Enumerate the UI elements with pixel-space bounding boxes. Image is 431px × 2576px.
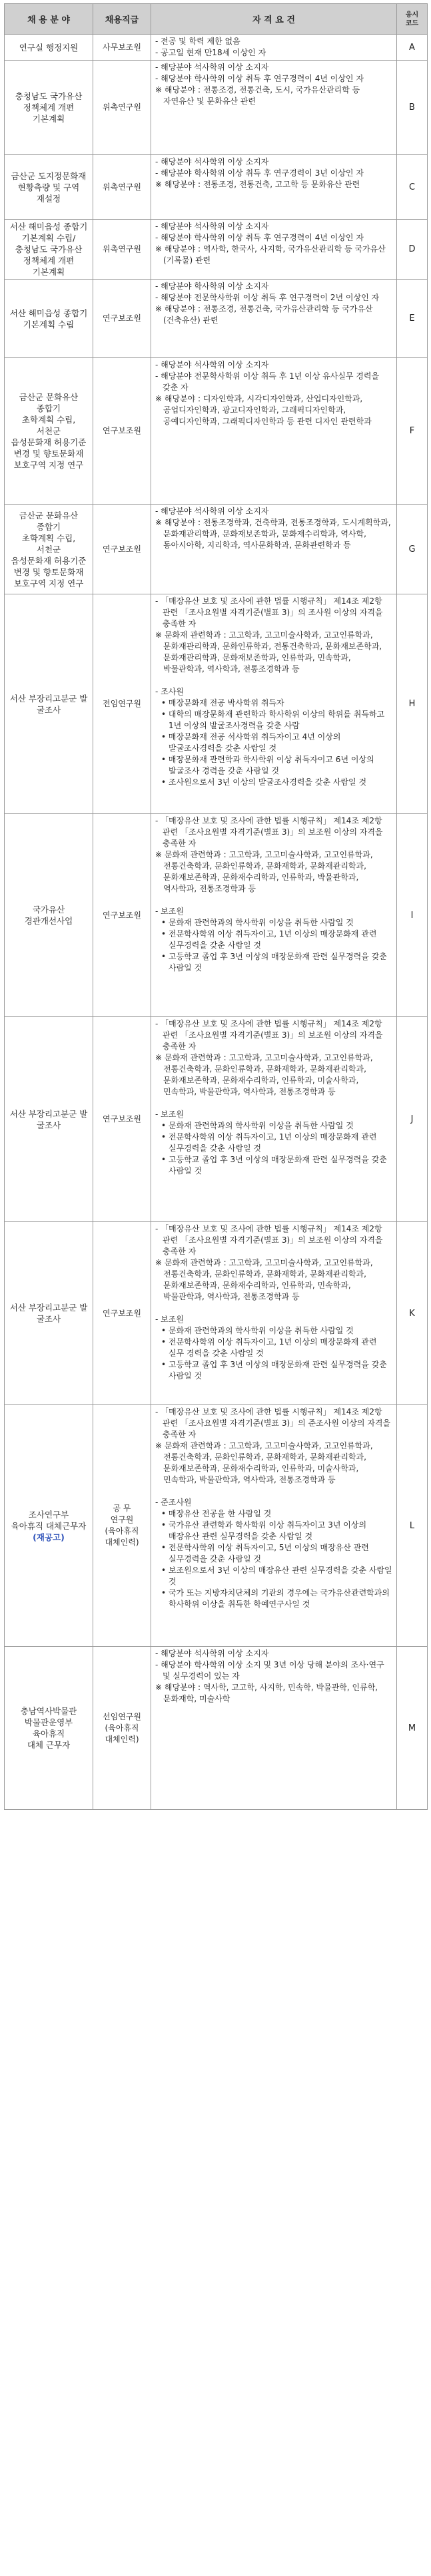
requirement-item: ※ 문화재 관련학과 : 고고학과, 고고미술사학과, 고고인류학과, 전통건축학과, 문화인류학과, 문화재학과, 문화재관리학과, 문화재보존학과, 문화재수리학과, 인류학과, 미술사학과, 민속학과, 박물관학과, 역사학과, 전통조경학과 등 (155, 1053, 373, 1096)
header-position: 채용직급 (93, 4, 151, 35)
reannouncement-note: (재공고) (33, 1532, 65, 1542)
requirement-item: - 「매장유산 보호 및 조사에 관한 법률 시행규칙」 제14조 제2항 관련 「조사요원별 자격기준(별표 3)」의 보조원 이상의 자격을 충족한 자 (155, 816, 383, 848)
field-line: 서산 부장리고분군 발 (9, 1303, 88, 1313)
requirements-cell (151, 220, 397, 280)
position-line: 선임연구원 (103, 1711, 141, 1721)
position-line: (육아휴직 (105, 1526, 139, 1536)
field-line: 금산군 문화유산 종합기 (19, 392, 79, 413)
field-line: 서산 부장리고분군 발 (9, 693, 88, 704)
code-cell: E (397, 280, 428, 358)
table-row (5, 1647, 428, 1810)
field-cell (5, 814, 93, 1017)
position-line: 공 무 (113, 1504, 131, 1513)
field-line: 연구실 행정지원 (19, 42, 79, 53)
field-line: 서산 부장리고분군 발 (9, 1108, 88, 1119)
requirements-cell (151, 1405, 397, 1647)
spacer (155, 1486, 392, 1497)
position-line: 대체인력) (105, 1538, 139, 1547)
field-line: 육아휴직 대체근무자 (11, 1520, 87, 1531)
position-cell (93, 220, 151, 280)
field-line: 서산 해미읍성 종합기 (9, 222, 88, 232)
requirement-subitem: • 전문학사학위 이상 취득자이고, 1년 이상의 매장문화재 관련 실무경력을 갖춘 사람일 것 (161, 1132, 377, 1153)
spacer (155, 675, 392, 686)
field-line: 정책체계 개편 기본계획 (23, 103, 75, 124)
table-row (5, 594, 428, 814)
requirement-subitem: • 국가유산 관련학과 학사학위 이상 취득자이고 3년 이상의 매장유산 관련 실무경력을 갖춘 사람일 것 (161, 1520, 367, 1541)
table-row (5, 505, 428, 594)
field-line: 충청남도 국가유산 (15, 244, 83, 254)
header-requirements: 자 격 요 건 (151, 4, 397, 35)
requirement-item: - 「매장유산 보호 및 조사에 관한 법률 시행규칙」 제14조 제2항 관련 「조사요원별 자격기준(별표 3)」의 조사원 이상의 자격을 충족한 자 (155, 596, 383, 628)
requirement-item: ※ 해당분야 : 전통조경, 전통건축, 국가유산관리학 등 국가유산(건축유산) 관련 (155, 304, 373, 325)
requirement-item: ※ 문화재 관련학과 : 고고학과, 고고미술사학과, 고고인류학과, 문화재관리학과, 문화인류학과, 전통건축학과, 문화재보존학과, 문화재관리학과, 문화재보존학과, 인류학과, 민속학과, 박물관학과, 역사학과, 전통조경학과 등 (155, 630, 382, 674)
field-line: 변경 및 향토문화재 (13, 449, 84, 459)
position-cell (93, 1017, 151, 1222)
field-line: 보호구역 지정 연구 (13, 460, 84, 470)
position-line: 위촉연구원 (103, 182, 141, 192)
requirements-cell (151, 35, 397, 61)
field-line: 국가유산 경관개선사업 (24, 905, 73, 926)
position-cell (93, 1405, 151, 1647)
field-cell (5, 1222, 93, 1405)
table-row (5, 1017, 428, 1222)
requirement-subitem: • 문화재 관련학과의 학사학위 이상을 취득한 사람일 것 (161, 1121, 354, 1130)
table-row (5, 358, 428, 505)
table-row (5, 1222, 428, 1405)
requirement-subitem: • 매장문화재 전공 박사학위 취득자 (161, 698, 284, 708)
requirement-item: ※ 문화재 관련학과 : 고고학과, 고고미술사학과, 고고인류학과, 전통건축학과, 문화인류학과, 문화재학과, 문화재관리학과, 문화재보존학과, 문화재수리학과, 인류학과, 박물관학과, 역사학과, 전통조경학과 등 (155, 850, 373, 893)
spacer (155, 1098, 392, 1109)
requirement-subitem: • 전문학사학위 이상 취득자이고, 1년 이상의 매장문화재 관련 실무 경력을 갖춘 사람일 것 (161, 1337, 377, 1358)
requirement-subtitle: - 보조원 (155, 907, 184, 916)
requirements-cell (151, 1017, 397, 1222)
requirement-item: - 「매장유산 보호 및 조사에 관한 법률 시행규칙」 제14조 제2항 관련 「조사요원별 자격기준(별표 3)」의 보조원 이상의 자격을 충족한 자 (155, 1224, 383, 1256)
requirement-item: - 해당분야 석사학위 이상 소지자 (155, 222, 269, 231)
field-line: 읍성문화재 허용기준 (11, 437, 87, 447)
field-cell (5, 358, 93, 505)
requirement-item: ※ 해당분야 : 전통조경학과, 건축학과, 전통조경학과, 도시계획학과, 문화재관리학과, 문화재보존학과, 문화재수리학과, 역사학, 동아시아학, 지리학과, 역사문화학과, 문화관련학과 등 (155, 518, 391, 550)
requirement-subitem: • 매장문화재 전공 석사학위 취득자이고 4년 이상의 발굴조사경력을 갖춘 사람일 것 (161, 732, 341, 753)
position-line: 전임연구원 (103, 699, 141, 708)
position-cell (93, 35, 151, 61)
field-cell (5, 220, 93, 280)
requirement-item: - 전공 및 학력 제한 없음 (155, 37, 240, 46)
requirements-cell (151, 155, 397, 220)
field-line: 충청남도 국가유산 (15, 91, 83, 101)
field-line: 초학계획 수립, 서천군 (21, 533, 76, 554)
requirement-subitem: • 대학의 매장문화재 관련학과 학사학위 이상의 학위를 취득하고 1년 이상의 발굴조사경력을 갖춘 사람 (161, 710, 385, 730)
requirement-subitem: • 문화재 관련학과의 학사학위 이상을 취득한 사람일 것 (161, 1326, 354, 1335)
requirement-item: - 공고일 현재 만18세 이상인 자 (155, 48, 266, 57)
position-cell (93, 505, 151, 594)
requirements-cell (151, 61, 397, 155)
field-line: 기본계획 수립 (23, 319, 75, 329)
table-row (5, 155, 428, 220)
code-cell: A (397, 35, 428, 61)
requirements-cell (151, 505, 397, 594)
field-line: 기본계획 수립/ (21, 233, 76, 243)
requirement-item: - 해당분야 학사학위 이상 소지자 (155, 282, 269, 291)
header-field: 채 용 분 야 (5, 4, 93, 35)
requirement-item: - 해당분야 석사학위 이상 소지자 (155, 507, 269, 516)
requirement-item: - 해당분야 학사학위 이상 취득 후 연구경력이 4년 이상인 자 (155, 233, 364, 242)
requirement-subtitle: - 보조원 (155, 1315, 184, 1324)
table-row (5, 280, 428, 358)
table-row (5, 220, 428, 280)
field-line: 충남역사박물관 (20, 1706, 77, 1716)
position-line: 연구보조원 (103, 1114, 141, 1124)
requirements-cell (151, 1222, 397, 1405)
requirements-cell (151, 280, 397, 358)
requirement-item: - 해당분야 학사학위 이상 소지 및 3년 이상 당해 분야의 조사·연구 및 실무경력이 있는 자 (155, 1660, 384, 1681)
position-line: 연구보조원 (103, 544, 141, 554)
code-cell: D (397, 220, 428, 280)
requirement-item: - 「매장유산 보호 및 조사에 관한 법률 시행규칙」 제14조 제2항 관련 「조사요원별 자격기준(별표 3)」의 준조사원 이상의 자격을 충족한 자 (155, 1407, 391, 1439)
requirement-subtitle: - 준조사원 (155, 1498, 192, 1507)
field-cell (5, 61, 93, 155)
requirement-subitem: • 국가 또는 지방자치단체의 기관의 경우에는 국가유산관련학과의 학사학위 이상을 취득한 학예연구사일 것 (161, 1588, 390, 1609)
field-line: 현황측량 및 구역 (17, 182, 80, 192)
requirement-subitem: • 매장유산 전공을 한 사람일 것 (161, 1509, 272, 1518)
field-cell (5, 1647, 93, 1810)
field-line: 박물관운영부 육아휴직 (24, 1717, 73, 1739)
position-cell (93, 814, 151, 1017)
position-line: (육아휴직 (105, 1723, 139, 1733)
requirement-item: - 「매장유산 보호 및 조사에 관한 법률 시행규칙」 제14조 제2항 관련 「조사요원별 자격기준(별표 3)」의 보조원 이상의 자격을 충족한 자 (155, 1019, 383, 1051)
requirements-cell (151, 1647, 397, 1810)
code-cell: C (397, 155, 428, 220)
field-line: 대체 근무자 (27, 1740, 71, 1750)
requirement-subtitle: - 보조원 (155, 1110, 184, 1119)
position-cell (93, 1222, 151, 1405)
requirement-subitem: • 전문학사학위 이상 취득자이고, 1년 이상의 매장문화재 관련 실무경력을 갖춘 사람일 것 (161, 929, 377, 950)
requirements-cell (151, 814, 397, 1017)
code-cell: K (397, 1222, 428, 1405)
code-cell: M (397, 1647, 428, 1810)
code-cell: H (397, 594, 428, 814)
header-code (397, 4, 428, 35)
table-row (5, 1405, 428, 1647)
field-cell (5, 1017, 93, 1222)
field-line: 초학계획 수립, 서천군 (21, 415, 76, 436)
position-cell (93, 358, 151, 505)
position-cell (93, 1647, 151, 1810)
recruitment-table (4, 3, 428, 1810)
code-cell: I (397, 814, 428, 1017)
position-line: 사무보조원 (103, 42, 141, 52)
position-line: 위촉연구원 (103, 103, 141, 112)
field-line: 굴조사 (36, 1314, 61, 1324)
position-cell (93, 61, 151, 155)
field-line: 정책체계 개편 기본계획 (23, 256, 75, 277)
code-cell: F (397, 358, 428, 505)
position-line: 연구보조원 (103, 1308, 141, 1318)
position-line: 위촉연구원 (103, 244, 141, 254)
position-line: 연구원 (110, 1515, 134, 1524)
requirement-subitem: • 고등학교 졸업 후 3년 이상의 매장문화재 관련 실무경력을 갖춘 사람일 것 (161, 952, 387, 972)
field-line: 금산군 문화유산 종합기 (19, 510, 79, 532)
requirement-item: - 해당분야 학사학위 이상 취득 후 연구경력이 4년 이상인 자 (155, 74, 364, 83)
requirement-item: - 해당분야 학사학위 이상 취득 후 연구경력이 3년 이상인 자 (155, 168, 364, 178)
code-cell: G (397, 505, 428, 594)
requirement-subitem: • 고등학교 졸업 후 3년 이상의 매장문화재 관련 실무경력을 갖춘 사람일 것 (161, 1155, 387, 1176)
requirements-cell (151, 358, 397, 505)
field-line: 금산군 도지정문화재 (11, 170, 87, 181)
requirement-item: ※ 해당분야 : 전통조경, 전통건축, 도시, 국가유산관리학 등 자연유산 및 문화유산 관련 (155, 85, 360, 106)
field-line: 굴조사 (36, 1120, 61, 1130)
requirement-item: ※ 문화재 관련학과 : 고고학과, 고고미술사학과, 고고인류학과, 전통건축학과, 문화인류학과, 문화재학과, 문화재관리학과, 문화재보존학과, 문화재수리학과, 인류학과, 민속학과, 박물관학과, 역사학과, 전통조경학과 등 (155, 1258, 373, 1301)
requirement-subtitle: - 조사원 (155, 687, 184, 696)
requirement-item: ※ 문화재 관련학과 : 고고학과, 고고미술사학과, 고고인류학과, 전통건축학과, 문화인류학과, 문화재학과, 문화재관리학과, 문화재보존학과, 문화재수리학과, 인류학과, 미술사학과, 민속학과, 박물관학과, 역사학과, 전통조경학과 등 (155, 1441, 373, 1484)
field-cell (5, 280, 93, 358)
field-line: 읍성문화재 허용기준 (11, 555, 87, 566)
field-line: 보호구역 지정 연구 (13, 578, 84, 588)
position-line: 대체인력) (105, 1734, 139, 1744)
table-row (5, 35, 428, 61)
requirement-item: ※ 해당분야 : 역사학, 한국사, 사지학, 국가유산관리학 등 국가유산(기록물) 관련 (155, 244, 386, 265)
table-row (5, 814, 428, 1017)
position-line: 연구보조원 (103, 910, 141, 920)
requirement-item: - 해당분야 석사학위 이상 소지자 (155, 1649, 269, 1658)
position-cell (93, 155, 151, 220)
field-cell (5, 594, 93, 814)
requirement-item: - 해당분야 전문학사학위 이상 취득 후 연구경력이 2년 이상인 자 (155, 293, 380, 302)
position-cell (93, 280, 151, 358)
field-cell (5, 505, 93, 594)
field-cell (5, 35, 93, 61)
requirement-subitem: • 고등학교 졸업 후 3년 이상의 매장문화재 관련 실무경력을 갖춘 사람일 것 (161, 1360, 387, 1381)
requirement-item: - 해당분야 석사학위 이상 소지자 (155, 63, 269, 72)
field-cell (5, 1405, 93, 1647)
table-row (5, 61, 428, 155)
position-line: 연구보조원 (103, 314, 141, 323)
header-row (5, 4, 428, 35)
requirement-item: - 해당분야 전문학사학위 이상 취득 후 1년 이상 유사실무 경력을 갖춘 자 (155, 371, 380, 392)
field-line: 변경 및 향토문화재 (13, 566, 84, 577)
field-line: 조사연구부 (28, 1509, 69, 1520)
requirement-subitem: • 보조원으로서 3년 이상의 매장유산 관련 실무경력을 갖춘 사람일 것 (161, 1566, 392, 1586)
requirement-subitem: • 전문학사학위 이상 취득자이고, 5년 이상의 매장유산 관련 실무경력을 갖춘 사람일 것 (161, 1543, 369, 1564)
spacer (155, 1303, 392, 1314)
requirement-item: ※ 해당분야 : 디자인학과, 시각디자인학과, 산업디자인학과, 공업디자인학과, 광고디자인학과, 그래픽디자인학과, 공예디자인학과, 그래픽디자인학과 등 관련 디자인 관련학과 (155, 394, 372, 426)
requirement-subitem: • 매장문화재 관련학과 학사학위 이상 취득자이고 6년 이상의 발굴조사 경력을 갖춘 사람일 것 (161, 755, 374, 775)
spacer (155, 895, 392, 906)
requirement-subitem: • 조사원으로서 3년 이상의 발굴조사경력을 갖춘 사람일 것 (161, 777, 367, 787)
position-line: 연구보조원 (103, 426, 141, 435)
code-cell: L (397, 1405, 428, 1647)
requirements-cell (151, 594, 397, 814)
requirement-subitem: • 문화재 관련학과의 학사학위 이상을 취득한 사람일 것 (161, 918, 354, 927)
requirement-item: - 해당분야 석사학위 이상 소지자 (155, 360, 269, 369)
code-cell: B (397, 61, 428, 155)
table-body (5, 35, 428, 1810)
code-cell: J (397, 1017, 428, 1222)
requirement-item: ※ 해당분야 : 전통조경, 전통건축, 고고학 등 문화유산 관련 (155, 180, 360, 189)
field-line: 서산 해미읍성 종합기 (9, 308, 88, 318)
field-line: 재설정 (36, 193, 61, 204)
field-line: 굴조사 (36, 704, 61, 715)
field-cell (5, 155, 93, 220)
position-cell (93, 594, 151, 814)
requirement-item: - 해당분야 석사학위 이상 소지자 (155, 157, 269, 166)
requirement-item: ※ 해당분야 : 역사학, 고고학, 사지학, 민속학, 박물관학, 인류학, 문화재학, 미술사학 (155, 1683, 378, 1703)
header-code-text: 응시 코드 (405, 11, 419, 27)
